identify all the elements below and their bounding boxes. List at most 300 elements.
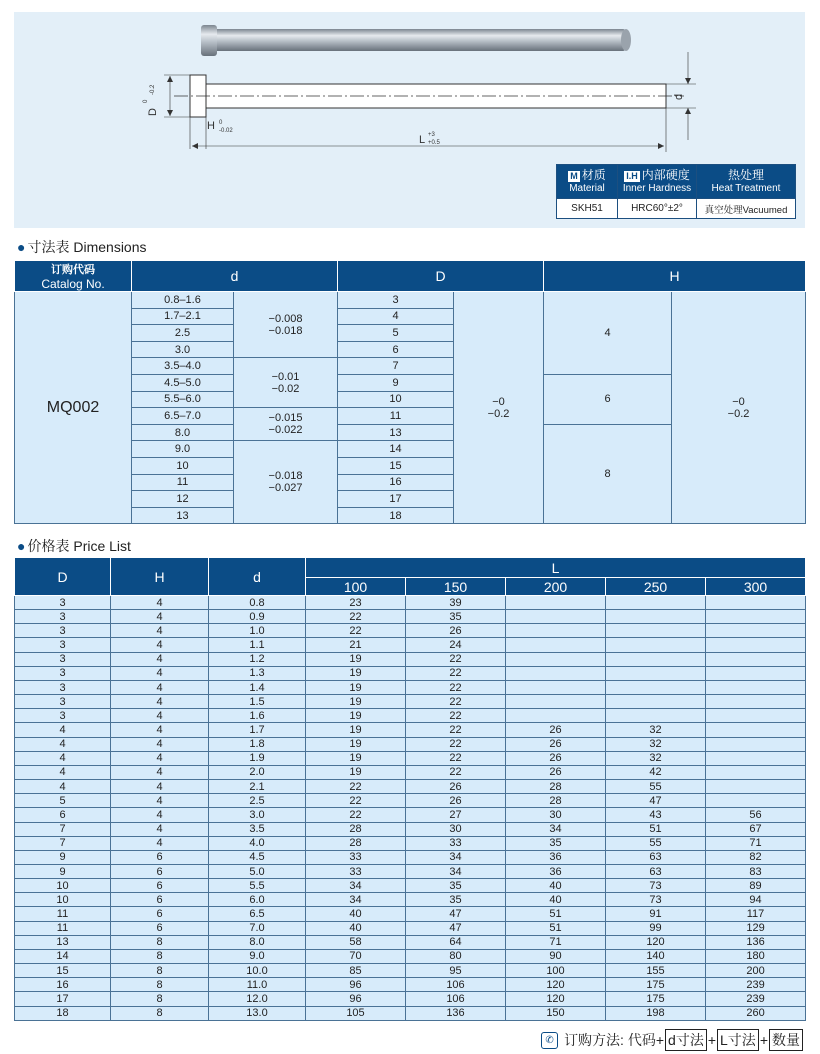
price-L300: 239 (706, 978, 806, 992)
price-D: 9 (15, 850, 111, 864)
price-D-header: D (15, 558, 111, 596)
price-L200: 90 (506, 949, 606, 963)
price-D: 4 (15, 765, 111, 779)
price-L250: 42 (606, 765, 706, 779)
heat-header: 热处理 Heat Treatment (697, 165, 796, 199)
d-header: d (132, 261, 338, 292)
H-label: H (207, 120, 215, 132)
price-d: 6.0 (209, 893, 306, 907)
price-L250: 43 (606, 808, 706, 822)
price-row (15, 808, 806, 822)
dim-d-value: 13 (132, 507, 234, 524)
D-label: D (147, 108, 159, 116)
price-L100: 40 (306, 907, 406, 921)
dim-D-tolerance: −0 −0.2 (454, 292, 544, 524)
price-L250 (606, 652, 706, 666)
price-D: 11 (15, 907, 111, 921)
H-tol-top: 0 (219, 120, 223, 126)
dim-d-value: 5.5–6.0 (132, 391, 234, 408)
price-L300 (706, 780, 806, 794)
price-H: 8 (111, 949, 209, 963)
price-L150: 26 (406, 780, 506, 794)
price-L250 (606, 680, 706, 694)
dim-d-tolerance: −0.018 −0.027 (234, 441, 338, 524)
price-L250: 47 (606, 794, 706, 808)
price-section-title: ● 价格表 Price List (17, 538, 131, 554)
H-header: H (544, 261, 806, 292)
L-label: L (419, 134, 426, 146)
price-L200: 34 (506, 822, 606, 836)
price-L100: 22 (306, 610, 406, 624)
dim-H-value: 4 (544, 292, 672, 375)
phone-icon: ✆ (541, 1032, 558, 1049)
price-D: 7 (15, 822, 111, 836)
price-L200: 28 (506, 794, 606, 808)
price-L200: 26 (506, 723, 606, 737)
price-d: 5.0 (209, 864, 306, 878)
price-row (15, 652, 806, 666)
price-D: 14 (15, 949, 111, 963)
price-L100: 19 (306, 765, 406, 779)
price-L200: 71 (506, 935, 606, 949)
price-d: 1.2 (209, 652, 306, 666)
price-d: 1.0 (209, 624, 306, 638)
price-D: 6 (15, 808, 111, 822)
price-row (15, 893, 806, 907)
material-tag-icon: M (570, 170, 578, 181)
hardness-tag-icon: I.H (626, 170, 638, 181)
price-L100: 22 (306, 794, 406, 808)
price-L250 (606, 666, 706, 680)
price-L200: 28 (506, 780, 606, 794)
price-H: 4 (111, 765, 209, 779)
price-D: 11 (15, 921, 111, 935)
price-d: 1.6 (209, 709, 306, 723)
price-L300: 260 (706, 1006, 806, 1020)
price-d: 11.0 (209, 978, 306, 992)
dim-D-value: 3 (338, 292, 454, 309)
price-L100: 23 (306, 596, 406, 610)
price-L100: 40 (306, 921, 406, 935)
price-L250: 99 (606, 921, 706, 935)
price-d-header: d (209, 558, 306, 596)
dim-D-value: 5 (338, 325, 454, 342)
price-d: 1.4 (209, 680, 306, 694)
price-L100: 22 (306, 780, 406, 794)
price-L150: 35 (406, 610, 506, 624)
price-row (15, 907, 806, 921)
price-L300: 89 (706, 879, 806, 893)
price-L250 (606, 709, 706, 723)
price-d: 0.9 (209, 610, 306, 624)
price-d: 2.1 (209, 780, 306, 794)
price-L250: 32 (606, 737, 706, 751)
price-D: 9 (15, 864, 111, 878)
price-H: 8 (111, 992, 209, 1006)
dim-d-tolerance: −0.01 −0.02 (234, 358, 338, 408)
price-L300 (706, 737, 806, 751)
price-L250 (606, 610, 706, 624)
price-row (15, 695, 806, 709)
dim-d-value: 10 (132, 457, 234, 474)
price-row (15, 864, 806, 878)
price-L300: 239 (706, 992, 806, 1006)
price-row (15, 850, 806, 864)
price-row (15, 624, 806, 638)
price-H: 8 (111, 935, 209, 949)
price-L150: 106 (406, 992, 506, 1006)
price-L250: 32 (606, 723, 706, 737)
price-L100: 19 (306, 723, 406, 737)
price-L150: 22 (406, 652, 506, 666)
price-H: 4 (111, 610, 209, 624)
dim-d-value: 4.5–5.0 (132, 374, 234, 391)
price-H: 6 (111, 850, 209, 864)
price-L150: 47 (406, 907, 506, 921)
price-H: 4 (111, 695, 209, 709)
price-L100: 21 (306, 638, 406, 652)
price-L100: 19 (306, 680, 406, 694)
price-D: 4 (15, 780, 111, 794)
price-L200 (506, 624, 606, 638)
catalog-number: MQ002 (15, 292, 132, 524)
dim-D-value: 7 (338, 358, 454, 375)
price-D: 3 (15, 709, 111, 723)
price-L150: 22 (406, 680, 506, 694)
price-H: 6 (111, 879, 209, 893)
price-L150: 22 (406, 723, 506, 737)
price-L100: 19 (306, 751, 406, 765)
price-row (15, 949, 806, 963)
price-L150: 22 (406, 709, 506, 723)
price-L250: 55 (606, 836, 706, 850)
price-L200 (506, 610, 606, 624)
price-row (15, 836, 806, 850)
price-row (15, 794, 806, 808)
price-L150: 64 (406, 935, 506, 949)
price-L250: 91 (606, 907, 706, 921)
hardness-value: HRC60°±2° (618, 199, 697, 219)
price-L100: 28 (306, 836, 406, 850)
price-d: 3.0 (209, 808, 306, 822)
price-row (15, 751, 806, 765)
d-label: d (673, 93, 685, 100)
price-H: 4 (111, 836, 209, 850)
price-L300: 71 (706, 836, 806, 850)
price-D: 5 (15, 794, 111, 808)
price-D: 10 (15, 893, 111, 907)
price-L100: 33 (306, 850, 406, 864)
price-L100: 105 (306, 1006, 406, 1020)
D-tol-top: 0 (143, 99, 149, 103)
price-L200: 26 (506, 737, 606, 751)
price-L100: 96 (306, 978, 406, 992)
price-L150: 27 (406, 808, 506, 822)
price-row (15, 921, 806, 935)
price-H: 4 (111, 680, 209, 694)
dimensions-table (14, 260, 806, 524)
price-L100: 33 (306, 864, 406, 878)
price-L100: 19 (306, 709, 406, 723)
dim-d-value: 12 (132, 491, 234, 508)
L-tol-top: +3 (428, 132, 435, 138)
price-L300 (706, 709, 806, 723)
price-L150: 106 (406, 978, 506, 992)
price-L100: 28 (306, 822, 406, 836)
price-H: 4 (111, 794, 209, 808)
price-L200 (506, 680, 606, 694)
price-d: 2.0 (209, 765, 306, 779)
dim-d-tolerance: −0.015 −0.022 (234, 408, 338, 441)
price-H: 6 (111, 893, 209, 907)
price-L250: 175 (606, 992, 706, 1006)
price-row (15, 780, 806, 794)
dim-d-value: 8.0 (132, 424, 234, 441)
order-L-box: L寸法 (717, 1029, 759, 1051)
price-L200: 150 (506, 1006, 606, 1020)
price-d: 9.0 (209, 949, 306, 963)
price-L250: 51 (606, 822, 706, 836)
price-L300: 200 (706, 964, 806, 978)
price-L150: 26 (406, 624, 506, 638)
price-L100: 22 (306, 808, 406, 822)
price-D: 3 (15, 695, 111, 709)
price-H: 4 (111, 638, 209, 652)
price-H: 4 (111, 780, 209, 794)
price-L200 (506, 652, 606, 666)
price-L200 (506, 709, 606, 723)
price-D: 3 (15, 652, 111, 666)
price-L100: 19 (306, 666, 406, 680)
price-H: 4 (111, 652, 209, 666)
price-d: 7.0 (209, 921, 306, 935)
price-d: 1.1 (209, 638, 306, 652)
price-L300 (706, 765, 806, 779)
price-L250 (606, 695, 706, 709)
dim-d-value: 1.7–2.1 (132, 308, 234, 325)
price-L250 (606, 624, 706, 638)
price-d: 1.5 (209, 695, 306, 709)
dim-D-value: 4 (338, 308, 454, 325)
dim-d-value: 3.5–4.0 (132, 358, 234, 375)
price-L150: 22 (406, 737, 506, 751)
price-L200: 30 (506, 808, 606, 822)
price-L250: 32 (606, 751, 706, 765)
price-L200: 51 (506, 907, 606, 921)
price-L300: 56 (706, 808, 806, 822)
price-L-col-header: 150 (406, 578, 506, 596)
pin-head-photo (201, 25, 217, 56)
price-L-col-header: 100 (306, 578, 406, 596)
price-H: 8 (111, 978, 209, 992)
price-L200 (506, 666, 606, 680)
price-D: 7 (15, 836, 111, 850)
D-header: D (338, 261, 544, 292)
price-H: 4 (111, 596, 209, 610)
price-D: 16 (15, 978, 111, 992)
price-d: 1.7 (209, 723, 306, 737)
D-tol-bottom: -0.2 (150, 84, 156, 95)
price-L100: 96 (306, 992, 406, 1006)
price-L150: 24 (406, 638, 506, 652)
price-L250: 155 (606, 964, 706, 978)
price-row (15, 666, 806, 680)
price-row (15, 765, 806, 779)
price-L100: 58 (306, 935, 406, 949)
dim-row (15, 292, 806, 309)
price-L250: 73 (606, 879, 706, 893)
order-method: ✆ 订购方法: 代码 + d寸法 + L寸法 + 数量 (541, 1029, 804, 1051)
dim-d-value: 11 (132, 474, 234, 491)
price-H: 4 (111, 723, 209, 737)
price-L100: 34 (306, 879, 406, 893)
price-L150: 30 (406, 822, 506, 836)
price-D: 18 (15, 1006, 111, 1020)
price-H: 6 (111, 864, 209, 878)
price-L150: 136 (406, 1006, 506, 1020)
price-L300: 180 (706, 949, 806, 963)
price-L300: 117 (706, 907, 806, 921)
price-L300: 83 (706, 864, 806, 878)
price-H: 6 (111, 907, 209, 921)
price-L150: 22 (406, 666, 506, 680)
price-L-col-header: 200 (506, 578, 606, 596)
dim-D-value: 11 (338, 408, 454, 425)
dim-d-value: 6.5–7.0 (132, 408, 234, 425)
price-L200 (506, 695, 606, 709)
dim-d-value: 0.8–1.6 (132, 292, 234, 309)
price-H: 4 (111, 808, 209, 822)
price-L150: 34 (406, 864, 506, 878)
price-L-col-header: 300 (706, 578, 806, 596)
H-tol-bottom: -0.02 (219, 128, 233, 134)
price-L200: 26 (506, 765, 606, 779)
price-L150: 22 (406, 751, 506, 765)
dim-D-value: 9 (338, 374, 454, 391)
price-L300 (706, 695, 806, 709)
price-L300 (706, 610, 806, 624)
price-L100: 70 (306, 949, 406, 963)
price-d: 4.5 (209, 850, 306, 864)
price-L300 (706, 751, 806, 765)
dim-D-value: 16 (338, 474, 454, 491)
price-L-col-header: 250 (606, 578, 706, 596)
price-L100: 22 (306, 624, 406, 638)
price-L200: 120 (506, 992, 606, 1006)
price-L100: 34 (306, 893, 406, 907)
dim-d-value: 3.0 (132, 341, 234, 358)
dim-D-value: 18 (338, 507, 454, 524)
price-L300: 67 (706, 822, 806, 836)
price-row (15, 610, 806, 624)
price-L100: 19 (306, 695, 406, 709)
L-tol-bottom: +0.5 (428, 140, 440, 146)
price-row (15, 964, 806, 978)
material-value: SKH51 (557, 199, 618, 219)
price-row (15, 680, 806, 694)
price-L150: 80 (406, 949, 506, 963)
price-d: 3.5 (209, 822, 306, 836)
price-L250: 140 (606, 949, 706, 963)
price-H: 4 (111, 822, 209, 836)
price-row (15, 596, 806, 610)
heat-value: 真空处理Vacuumed (697, 199, 796, 219)
hardness-header: I.H 内部硬度 Inner Hardness (618, 165, 697, 199)
price-H: 4 (111, 666, 209, 680)
price-L200: 35 (506, 836, 606, 850)
dim-d-value: 9.0 (132, 441, 234, 458)
price-L200 (506, 638, 606, 652)
price-D: 17 (15, 992, 111, 1006)
price-L200: 36 (506, 850, 606, 864)
price-L300 (706, 680, 806, 694)
dim-H-value: 6 (544, 374, 672, 424)
price-H: 4 (111, 751, 209, 765)
price-H: 4 (111, 737, 209, 751)
price-row (15, 822, 806, 836)
price-L200: 100 (506, 964, 606, 978)
price-L200: 51 (506, 921, 606, 935)
price-row (15, 723, 806, 737)
price-L100: 19 (306, 737, 406, 751)
price-L300 (706, 596, 806, 610)
price-d: 0.8 (209, 596, 306, 610)
price-d: 4.0 (209, 836, 306, 850)
price-D: 3 (15, 610, 111, 624)
dim-d-value: 2.5 (132, 325, 234, 342)
price-L100: 85 (306, 964, 406, 978)
price-L250: 120 (606, 935, 706, 949)
pin-rod-photo (214, 29, 626, 51)
price-L150: 39 (406, 596, 506, 610)
price-H: 8 (111, 1006, 209, 1020)
price-d: 6.5 (209, 907, 306, 921)
price-d: 5.5 (209, 879, 306, 893)
price-L200: 120 (506, 978, 606, 992)
price-d: 12.0 (209, 992, 306, 1006)
price-D: 15 (15, 964, 111, 978)
price-L200 (506, 596, 606, 610)
product-drawing-panel (14, 12, 805, 228)
price-L300 (706, 638, 806, 652)
dim-H-tolerance: −0 −0.2 (672, 292, 806, 524)
price-L250: 55 (606, 780, 706, 794)
price-D: 3 (15, 624, 111, 638)
price-H: 4 (111, 624, 209, 638)
price-D: 3 (15, 666, 111, 680)
price-L250 (606, 638, 706, 652)
price-d: 8.0 (209, 935, 306, 949)
material-header: M 材质 Material (557, 165, 618, 199)
price-L250: 73 (606, 893, 706, 907)
price-row (15, 1006, 806, 1020)
price-d: 13.0 (209, 1006, 306, 1020)
price-D: 3 (15, 638, 111, 652)
price-D: 4 (15, 751, 111, 765)
price-H: 8 (111, 964, 209, 978)
price-L150: 26 (406, 794, 506, 808)
price-d: 1.8 (209, 737, 306, 751)
price-L300: 129 (706, 921, 806, 935)
dim-H-value: 8 (544, 424, 672, 524)
price-L150: 22 (406, 765, 506, 779)
price-L150: 34 (406, 850, 506, 864)
price-H: 4 (111, 709, 209, 723)
price-d: 1.3 (209, 666, 306, 680)
price-L300 (706, 723, 806, 737)
dim-D-value: 17 (338, 491, 454, 508)
price-row (15, 992, 806, 1006)
